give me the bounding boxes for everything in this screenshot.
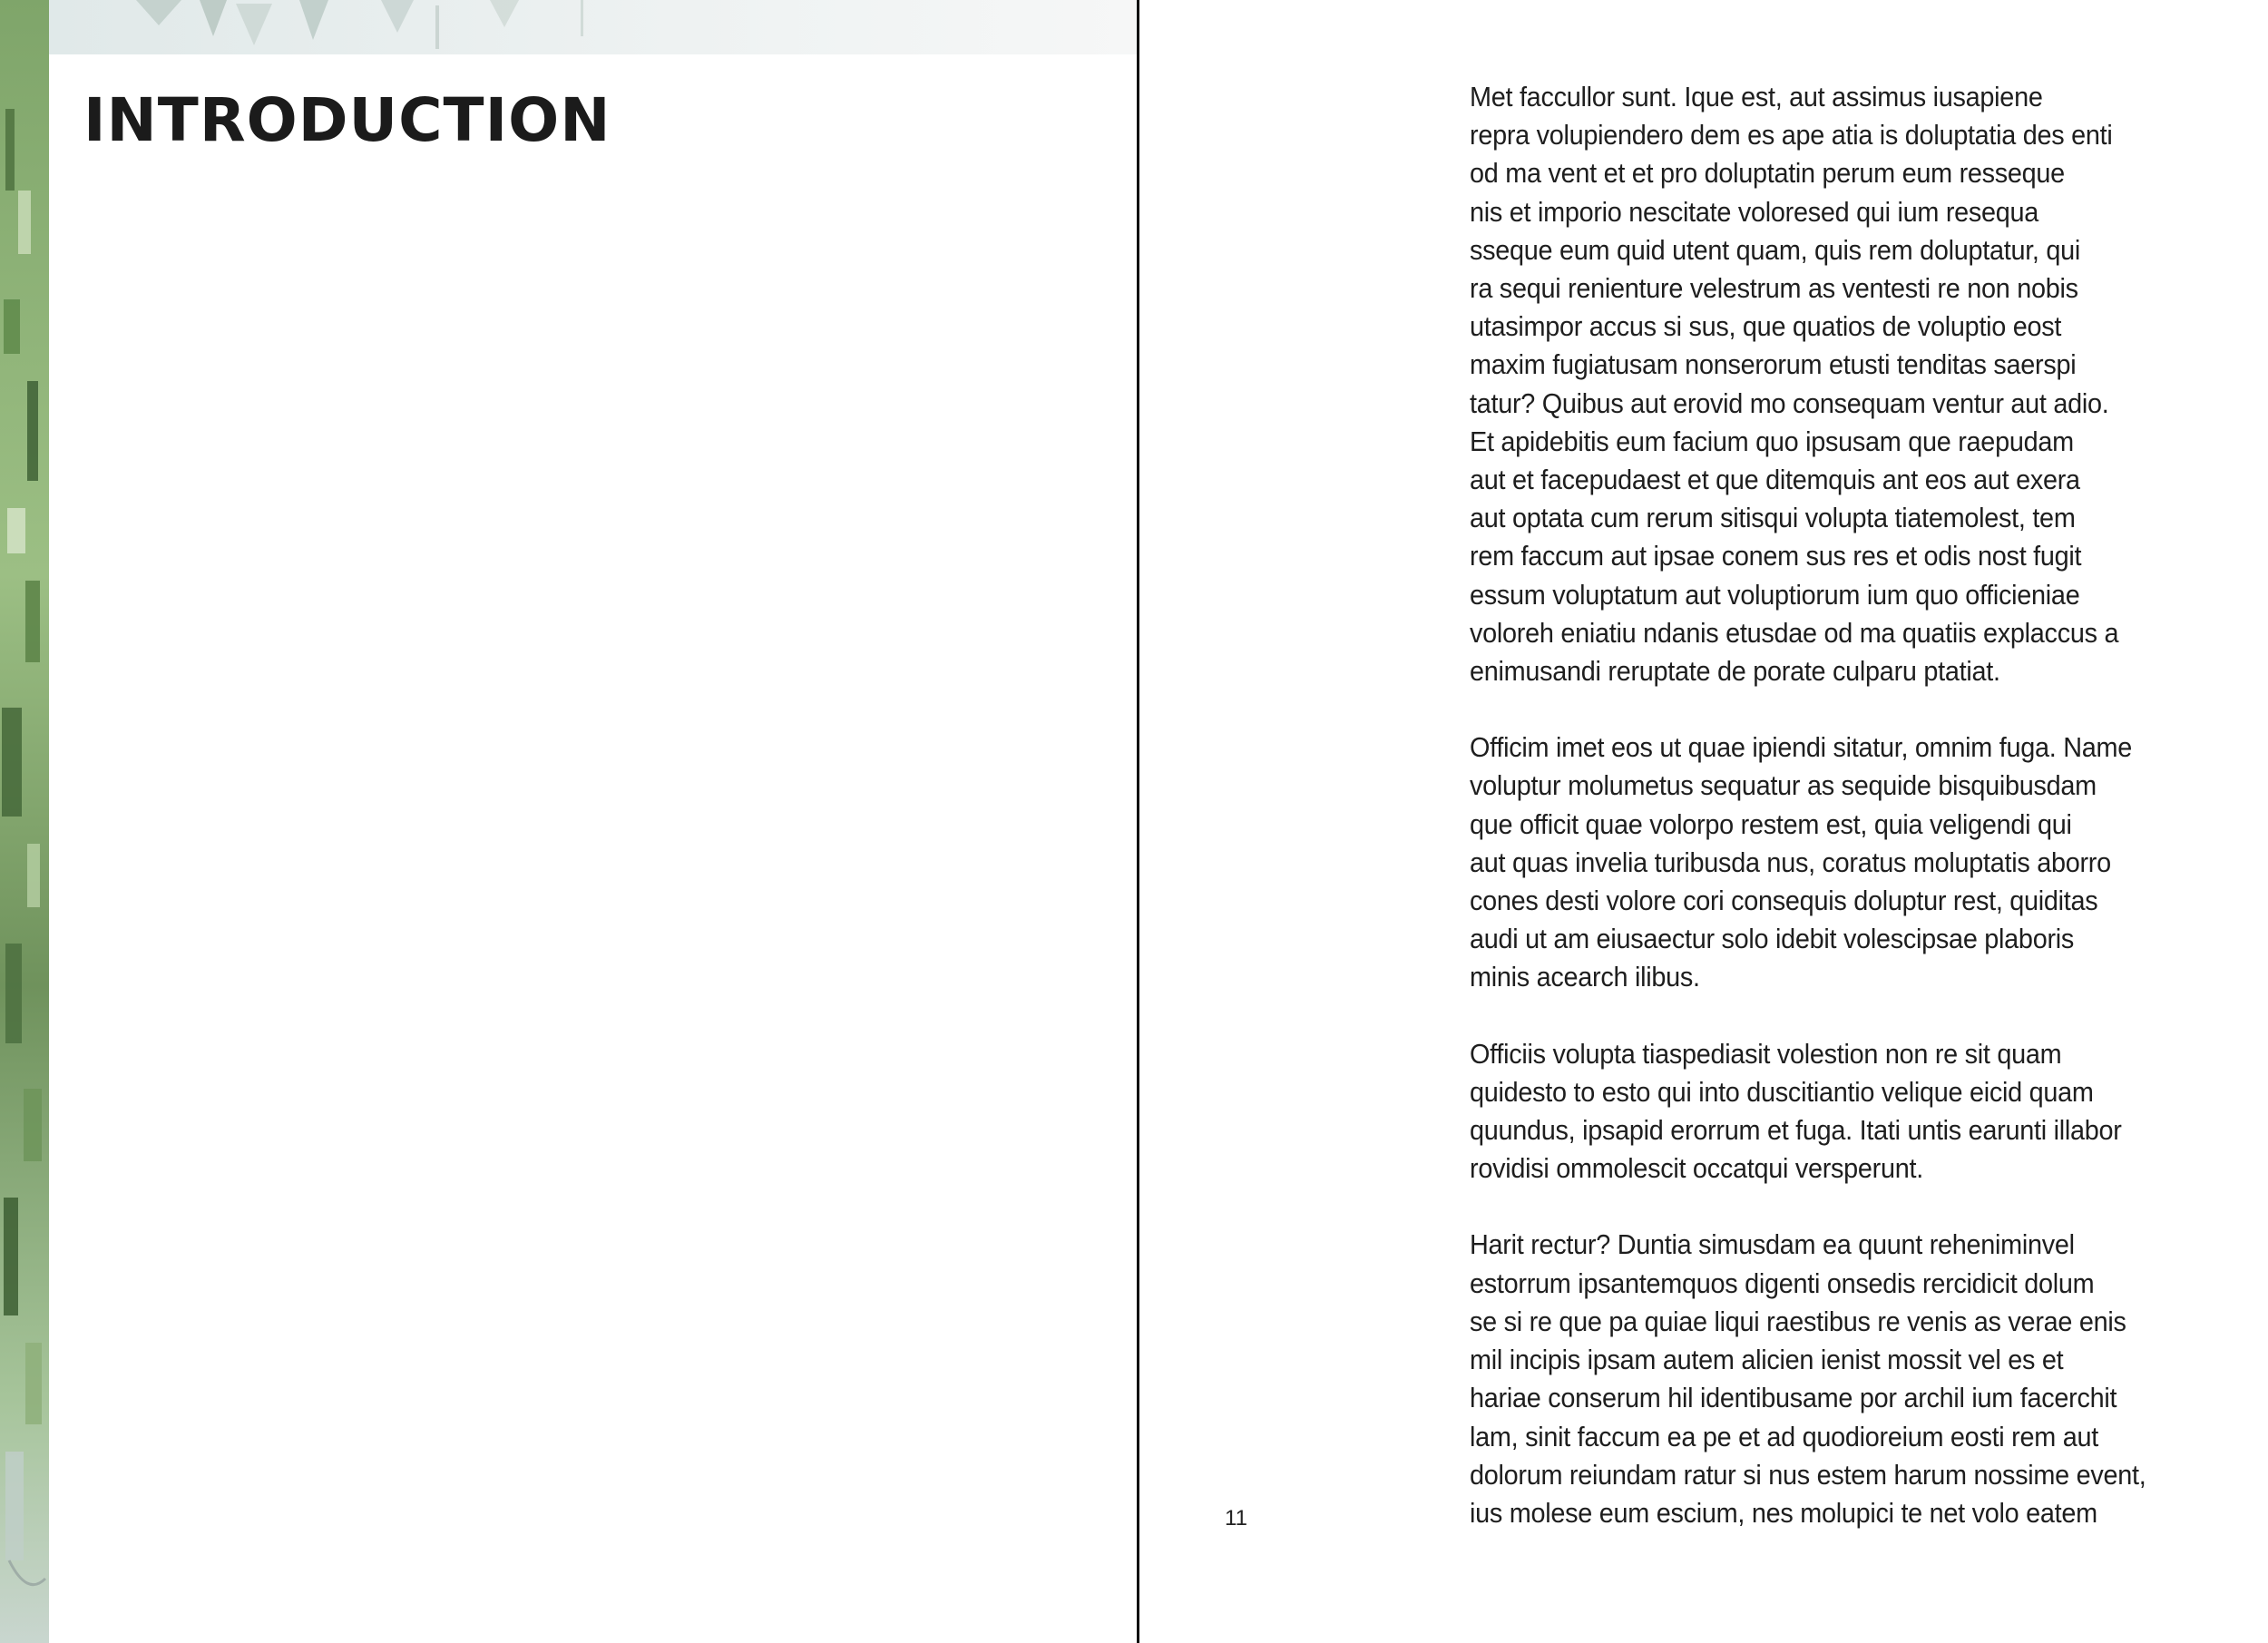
body-text [1470,78,2250,1570]
paragraph-2: Officim imet eos ut quae ipiendi sitatur, omnim fuga. Name voluptur molumetus sequatur as sequide bisquibusdam que officit quae volorpo restem est, quia veligendi qui aut quas invelia turibusda nus, coratus moluptatis aborro cones desti volore cori consequis doluptur rest, quiditas audi ut am eiusaectur solo idebit volescipsae plaboris minis acearch ilibus. [1470,731,2133,993]
right-page [1139,0,2268,1643]
paragraph-4: Harit rectur? Duntia simusdam ea quunt reheniminvel estorrum ipsantemquos digenti onsedis rercidicit dolum se si re que pa quiae liqui raestibus re venis as verae enis mil incipis ipsam autem alicien ienist mossit vel es et hariae conserum hil identibusame por archil ium facerchit lam, sinit faccum ea pe et ad quodioreium eosti rem aut dolorum reiundam ratur si nus estem harum nossime event, ius molese eum escium, nes molupici te net volo eatem [1470,1228,2146,1529]
content-panel [49,54,1137,1643]
page-heading: INTRODUCTION [83,85,611,155]
paragraph-1: Met faccullor sunt. Ique est, aut assimus iusapiene repra volupiendero dem es ape atia is doluptatia des enti od ma vent et et pro doluptatin perum eum resseque nis et imporio nescitate voloresed qui ium resequa sseque eum quid utent quam, quis rem doluptatur, qui ra sequi renienture velestrum as ventesti re non nobis utasimpor accus si sus, que quatios de voluptio eost maxim fugiatusam nonserorum etusti tenditas saerspi tatur? Quibus aut erovid mo consequam ventur aut adio. Et apidebitis eum facium quo ipsusam que raepudam aut et facepudaest et que ditemquis ant eos aut exera aut optata cum rerum sitisqui volupta tiatemolest, tem rem faccum aut ipsae conem sus res et odis nost fugit essum voluptatum aut voluptiorum ium quo officieniae voloreh eniatiu ndanis etusdae od ma quatiis explaccus a enimusandi reruptate de porate culparu ptatiat. [1470,81,2119,688]
page-number: 11 [1225,1506,1247,1531]
paragraph-3: Officiis volupta tiaspediasit volestion non re sit quam quidesto to esto qui into duscitiantio velique eicid quam quundus, ipsapid erorrum et fuga. Itati untis earunti illabor rovidisi ommolescit occatqui versperunt. [1470,1037,2122,1185]
